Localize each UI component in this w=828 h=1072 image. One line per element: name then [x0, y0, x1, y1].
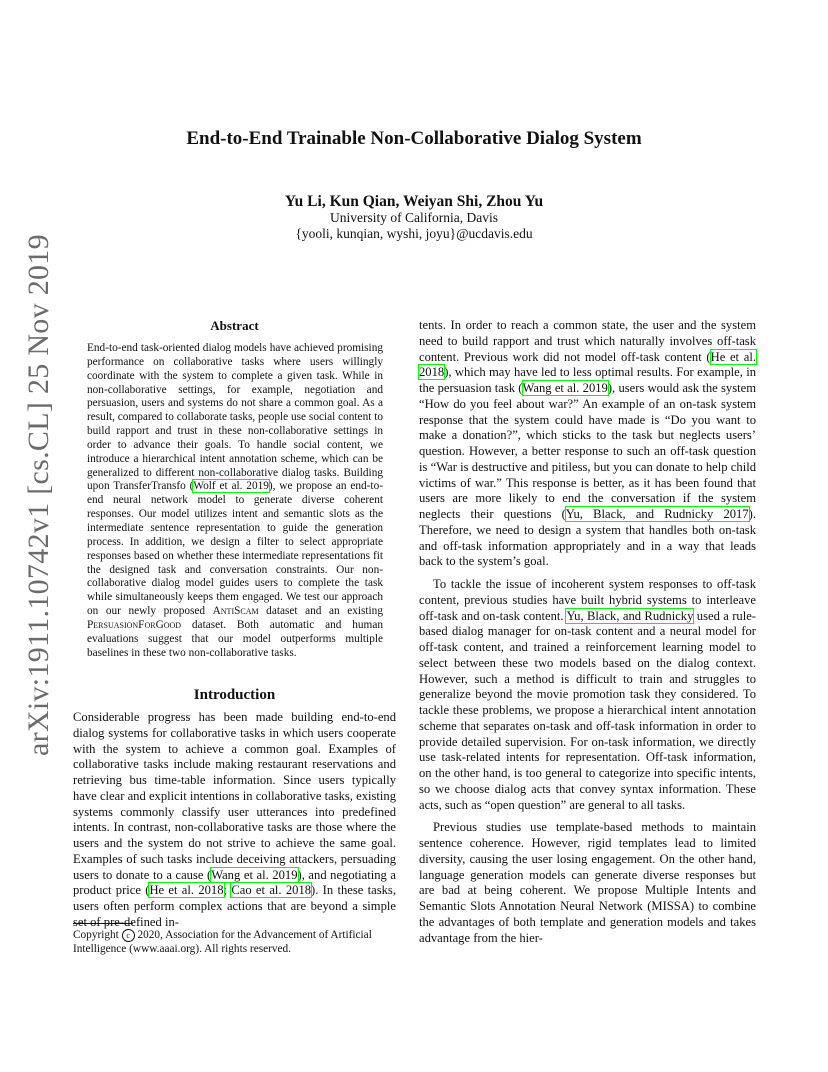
citation-link[interactable]: He et al. 2018	[419, 349, 756, 380]
paper-title: End-to-End Trainable Non-Collaborative Dialog System	[186, 128, 642, 149]
paragraph: To tackle the issue of incoherent system responses to off-task content, previous studies have built hybrid systems to interleave off-task and on-task content. Yu, Black, and Rudnicky used a rule-based dialog manager for on-task content and a neural model for off-task content, and trained a reinforcement learning model to select between these two models based on the dialog context. However, such a method is difficult to train and struggles to generalize beyond the movie promotion task they considered. To tackle these problems, we propose a hierarchical intent annotation scheme that separates on-task and off-task information in order to provide detailed supervision. For on-task information, we directly use task-related intents for representation. Off-task information, on the other hand, is too general to categorize into specific intents, so we choose dialog acts that convey syntax information. These acts, such as “open question” are general to all tasks.	[419, 577, 756, 812]
right-column-body	[419, 318, 756, 953]
affiliation: University of California, Davis	[330, 210, 498, 225]
citation-link[interactable]: Yu, Black, and Rudnicky	[566, 608, 694, 623]
copyright-icon: c	[122, 929, 135, 942]
citation-link[interactable]: Yu, Black, and Rudnicky 2017	[565, 507, 749, 521]
author-emails: {yooli, kunqian, wyshi, joyu}@ucdavis.edu	[295, 226, 533, 241]
introduction-body: Considerable progress has been made building end-to-end dialog systems for collaborative tasks in which users cooperate with the system to achieve a common goal. Examples of collaborative tasks include making restaurant reservations and retrieving bus time-table information. Since users typically have clear and explicit intentions in collaborative tasks, existing systems commonly classify user utterances into predefined intents. In contrast, non-collaborative tasks are those where the users and the system do not strive to achieve the same goal. Examples of such tasks include deceiving attackers, persuading users to donate to a cause (Wang et al. 2019), and negotiating a product price (He et al. 2018; Cao et al. 2018). In these tasks, users often perform complex actions that are beyond a simple set of pre-defined in-	[73, 710, 396, 929]
introduction-heading: Introduction	[193, 687, 276, 703]
dataset-name: AntiScam	[212, 605, 259, 618]
dataset-name: PersuasionForGood	[87, 618, 182, 631]
citation-link[interactable]: Wolf et al. 2019	[193, 480, 269, 493]
abstract-heading: Abstract	[210, 318, 259, 333]
arxiv-stamp	[22, 234, 55, 757]
arxiv-stamp-text: arXiv:1911.10742v1 [cs.CL] 25 Nov 2019	[22, 234, 55, 756]
footnote-rule	[73, 923, 133, 924]
copyright-footnote: Copyright c 2020, Association for the Advancement of Artificial Intelligence (www.aaai.org). All rights reserved.	[73, 929, 372, 955]
paragraph: Previous studies use template-based methods to maintain sentence coherence. However, rigid templates lead to limited diversity, causing the user losing engagement. On the other hand, language generation models can generate diverse responses but are bad at being coherent. We propose Multiple Intents and Semantic Slots Annotation Neural Network (MISSA) to combine the advantages of both template and generation models and takes advantage from the hier-	[419, 820, 756, 945]
abstract-body: End-to-end task-oriented dialog models have achieved promising performance on collaborative tasks where users willingly coordinate with the system to complete a given task. While in non-collaborative settings, for example, negotiation and persuasion, users and systems do not share a common goal. As a result, compared to collaborate tasks, people use social content to build rapport and trust in these non-collaborative settings in order to advance their goals. To handle social content, we introduce a hierarchical intent annotation scheme, which can be generalized to different non-collaborative dialog tasks. Building upon TransferTransfo (Wolf et al. 2019), we propose an end-to-end neural network model to generate diverse coherent responses. Our model utilizes intent and semantic slots as the intermediate sentence representation to guide the generation process. In addition, we design a filter to select appropriate responses based on whether these intermediate representations fit the designed task and conversation constraints. Our non-collaborative dialog model guides users to complete the task while simultaneously keeps them engaged. We test our approach on our newly proposed AntiScam dataset and an existing PersuasionForGood dataset. Both automatic and human evaluations suggest that our model outperforms multiple baselines in these two non-collaborative tasks.	[87, 342, 383, 659]
affiliation-block	[0, 210, 828, 242]
citation-link[interactable]: Wang et al. 2019	[211, 867, 298, 882]
citation-link[interactable]: Cao et al. 2018	[231, 883, 312, 898]
citation-link[interactable]: Wang et al. 2019	[522, 381, 608, 395]
paragraph: tents. In order to reach a common state, the user and the system need to build rapport and trust which naturally involves off-task content. Previous work did not model off-task content (He et al. 2018), which may have led to less optimal results. For example, in the persuasion task (Wang et al. 2019), users would ask the system “How do you feel about war?” An example of an on-task system response that the system could have made is “Do you want to make a donation?”, which sticks to the task but neglects users’ question. However, a better response to such an off-task question is “War is destructive and pitiless, but you can donate to help child victims of war.” This response is better, as it has been found that users are more likely to end the conversation if the system neglects their questions (Yu, Black, and Rudnicky 2017). Therefore, we need to design a system that handles both on-task and off-task information appropriately and in a way that leads back to the system’s goal.	[419, 318, 756, 569]
author-list: Yu Li, Kun Qian, Weiyan Shi, Zhou Yu	[284, 193, 544, 210]
citation-link[interactable]: He et al. 2018	[149, 883, 224, 898]
